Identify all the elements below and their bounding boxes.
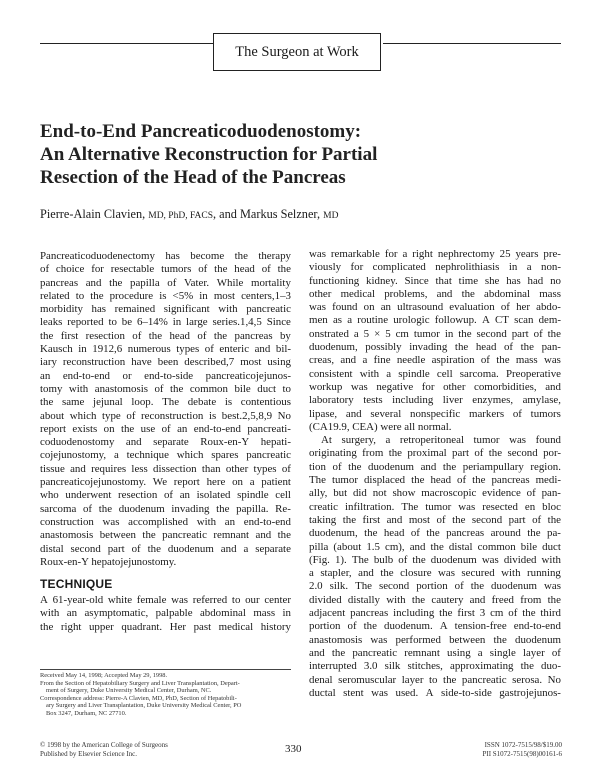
text-line: coduodenostomy and separate Roux-en-Y hepati- <box>40 436 291 449</box>
text-line: workup was negative for other comorbidities, and <box>309 380 561 393</box>
text-line: duodenum, possibly invading the head of the pan- <box>309 341 561 354</box>
author-first: Pierre-Alain Clavien, <box>40 207 149 221</box>
pii: PII S1072-7515(98)00161-6 <box>482 750 562 758</box>
text-line: an end-to-end or end-to-side pancreaticojejunos- <box>40 369 291 382</box>
footnote-line: Box 3247, Durham, NC 27710. <box>46 709 127 717</box>
footnote-line: Correspondence address: Pierre-A Clavien, MD, PhD, Section of Hepatobili- <box>40 694 237 702</box>
text-line: taking the first and most of the second part of the <box>309 513 561 526</box>
text-line: ductal stent was used. A side-to-side gastrojejunos- <box>309 686 561 699</box>
footnote-line: Received May 14, 1998; Accepted May 29, 1998. <box>40 672 168 679</box>
text-line: duodenum, the head of the pancreas around the pa- <box>309 527 561 540</box>
footnote-line: From the Section of Hepatobiliary Surgery and Liver Transplantation, Depart- <box>40 679 240 687</box>
header-rule-left <box>40 43 213 44</box>
text-line: creatic infiltration. The tumor was resected en bloc <box>309 500 561 513</box>
issn: ISSN 1072-7515/98/$19.00 <box>484 741 562 749</box>
text-line: At surgery, a retroperitoneal tumor was found <box>321 434 561 447</box>
text-line: men as a routine urologic followup. A CT scan dem- <box>309 314 561 327</box>
text-line: originating from the proximal part of the second por- <box>309 447 561 460</box>
text-line: anastomosis between the pancreatic remnant and the <box>40 529 291 542</box>
text-line: denal seromuscular layer to the pancreatic serosa. No <box>309 673 561 686</box>
text-line: was remarkable for a right nephrectomy 25 years pre- <box>309 248 561 260</box>
text-line: Roux-en-Y hepatojejunostomy. <box>40 555 177 568</box>
title-line: Resection of the Head of the Pancreas <box>40 167 346 188</box>
text-line: with an asymptomatic, palpable abdominal mass in <box>40 607 291 620</box>
text-line: a stapler, and the closure was secured with running <box>309 567 561 580</box>
text-line: anastomosis was performed between the duodenum <box>309 633 561 646</box>
text-line: cojejunostomy, a technique which spares pancreatic <box>40 449 291 462</box>
text-line: of choice for resectable tumors of the head of the <box>40 263 291 276</box>
text-line: Pancreaticoduodenectomy has become the therapy <box>40 250 291 262</box>
text-line: leaks reported to be 6–14% in large series.1,4,5 Since <box>40 316 291 329</box>
title-line: An Alternative Reconstruction for Partial <box>40 144 378 165</box>
text-line: report exists on the use of an end-to-end pancreati- <box>40 422 291 435</box>
text-line: consistent with a spindle cell sarcoma. Preoperative <box>309 367 561 380</box>
text-line: viously for complicated nephrolithiasis in a non- <box>309 261 561 274</box>
text-line: was found on an ultrasound evaluation of her abdo- <box>309 301 561 314</box>
header-rule-right <box>383 43 561 44</box>
right-column-text <box>309 248 561 700</box>
text-line: about which type of reconstruction is best.2,5,8,9 No <box>40 409 291 422</box>
text-line: (CA19.9, CEA) were all normal. <box>309 420 452 433</box>
article-title <box>40 120 560 189</box>
publisher: Published by Elsevier Science Inc. <box>40 750 138 758</box>
text-line: and the pancreatic remnant using a single layer of <box>309 646 561 659</box>
text-line: lipase, and several nonspecific markers of tumors <box>309 407 561 420</box>
text-line: 2.0 silk. The second portion of the duodenum was <box>309 580 561 593</box>
text-line: other medical problems, and the abdominal mass <box>309 287 561 300</box>
text-line: A 61-year-old white female was referred to our center <box>40 594 291 606</box>
text-line: the first resection of the head of the pancreas by <box>40 329 291 342</box>
footer-right <box>480 741 562 759</box>
text-line: divided distally with the cautery and freed from the <box>309 593 561 606</box>
technique-heading: TECHNIQUE <box>40 577 113 591</box>
text-line: sarcoma of the duodenum invading the papilla. Re- <box>40 502 291 515</box>
page-number: 330 <box>285 743 302 755</box>
text-line: Kausch in 1912,6 numerous types of enteric and bil- <box>40 343 291 356</box>
author-second-credentials: MD <box>323 211 339 221</box>
text-line: iary reconstruction have been described,7 most using <box>40 356 291 369</box>
text-line: pancreas and the papilla of Vater. While mortality <box>40 276 291 289</box>
text-line: related to the procedure is <5% in most centers,1–3 <box>40 289 291 302</box>
text-line: tomy with anastomosis of the common bile duct to <box>40 382 291 395</box>
text-line: creas, and a fine needle aspiration of the mass was <box>309 354 561 367</box>
footer-left <box>40 741 168 759</box>
footnote-line: ary Surgery and Liver Transplantation, Duke University Medical Center, PO <box>46 702 242 710</box>
text-line: tion of the duodenum and the periampullary region. <box>309 460 561 473</box>
text-line: pilla (about 1.5 cm), and the distal common bile duct <box>309 540 561 553</box>
footnotes <box>40 672 295 718</box>
text-line: (Fig. 1). The bulb of the duodenum was divided with <box>309 553 561 566</box>
text-line: construction was accomplished with an end-to-end <box>40 515 291 528</box>
text-line: functioning kidney. Since that time she has had no <box>309 274 561 287</box>
footnote-line: ment of Surgery, Duke University Medical Center, Durham, NC. <box>46 687 212 695</box>
author-first-credentials: MD, PhD, FACS <box>148 211 214 221</box>
text-line: ally, but did not show macroscopic evidence of pan- <box>309 487 561 500</box>
text-line: laboratory tests including liver enzymes, amylase, <box>309 394 561 407</box>
copyright: © 1998 by the American College of Surgeons <box>40 741 168 749</box>
text-line: pancreaticojejunostomy. We report here on a patient <box>40 476 291 489</box>
text-line: adjacent pancreas including the first 3 cm of the third <box>309 607 561 620</box>
text-line: who underwent resection of an isolated spindle cell <box>40 489 291 502</box>
author-second: , and Markus Selzner, <box>213 207 324 221</box>
text-line: interrupted 3.0 silk stitches, approximating the duo- <box>309 660 561 673</box>
text-line: morbidity has remained significant with pancreatic <box>40 303 291 316</box>
title-line: End-to-End Pancreaticoduodenostomy: <box>40 121 362 142</box>
text-line: the same jejunal loop. The debate is contentious <box>40 396 291 409</box>
section-label-box <box>213 33 381 71</box>
text-line: distal second part of the duodenum and a separate <box>40 542 291 555</box>
text-line: onstrated a 5 × 5 cm tumor in the second part of the <box>309 327 561 340</box>
text-line: the right upper quadrant. Her past medical history <box>40 620 291 633</box>
author-line <box>40 207 338 222</box>
text-line: The tumor displaced the head of the pancreas medi- <box>309 474 561 487</box>
text-line: tissue and requires less dissection than other types of <box>40 462 291 475</box>
section-label: The Surgeon at Work <box>235 43 359 60</box>
left-column-text <box>40 250 291 569</box>
footnote-rule <box>40 669 291 670</box>
technique-text <box>40 594 291 634</box>
text-line: portion of the duodenum. A tension-free end-to-end <box>309 620 561 633</box>
